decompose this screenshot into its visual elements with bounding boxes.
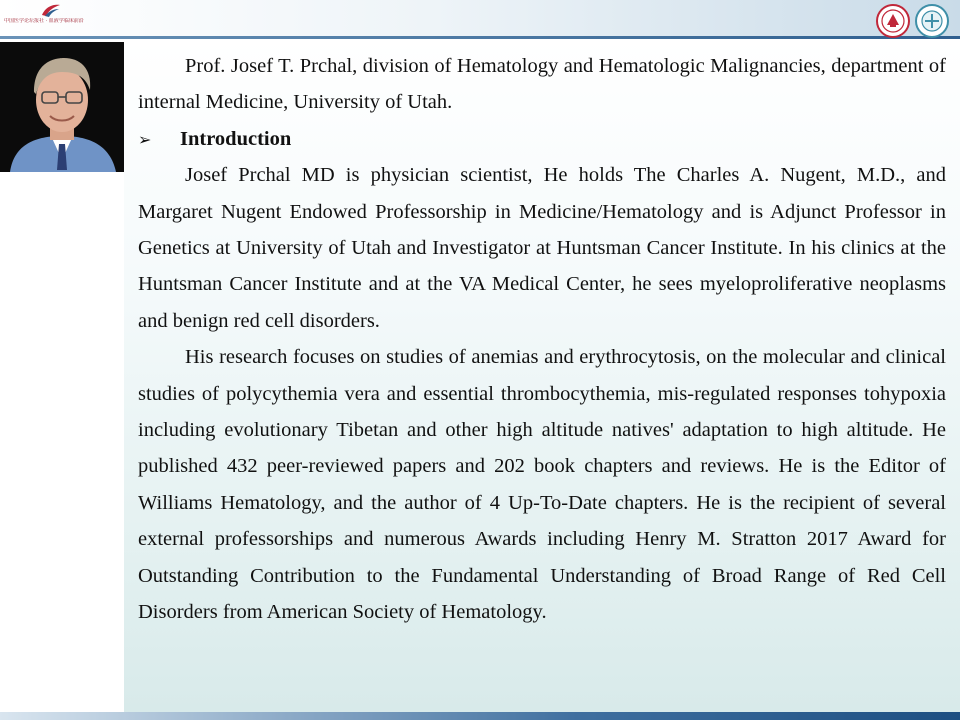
portrait-icon — [0, 42, 124, 172]
section-heading-row — [138, 121, 946, 157]
portrait-photo — [0, 42, 124, 172]
section-heading: Introduction — [180, 127, 292, 150]
university-seal-icon — [876, 4, 910, 43]
header-band — [0, 0, 960, 36]
biography-text — [138, 48, 946, 630]
research-paragraph: His research focuses on studies of anemias and erythrocytosis, on the molecular and clinical studies of polycythemia vera and essential thrombocythemia, mis-regulated responses tohypoxia including evolutionary Tibetan and other high altitude natives' adaptation to high altitude. He published 432 peer-reviewed papers and 202 book chapters and reviews. He is the Editor of Williams Hematology, and the author of 4 Up-To-Date chapters. He is the recipient of several external professorships and numerous Awards including Henry M. Stratton 2017 Award for Outstanding Contribution to the Fundamental Understanding of Broad Range of Red Cell Disorders from American Society of Hematology. — [138, 346, 946, 624]
society-seal-icon — [915, 4, 949, 43]
footer-band — [0, 712, 960, 720]
arrow-bullet-icon: ➢ — [138, 129, 152, 149]
swoosh-logo-icon — [40, 2, 62, 18]
logo-lettering: 中国医学论坛报社 · 血液学临床前沿 — [4, 18, 84, 24]
publisher-logo — [4, 2, 94, 34]
introduction-paragraph: Josef Prchal MD is physician scientist, He holds The Charles A. Nugent, M.D., and Margaret Nugent Endowed Professorship in Medicine/Hematology and is Adjunct Professor in Genetics at University of Utah and Investigator at Huntsman Cancer Institute. In his clinics at the Huntsman Cancer Institute and at the VA Medical Center, he sees myeloproliferative neoplasms and benign red cell disorders. — [138, 164, 946, 332]
affiliation-paragraph: Prof. Josef T. Prchal, division of Hematology and Hematologic Malignancies, department of internal Medicine, University of Utah. — [138, 55, 946, 114]
